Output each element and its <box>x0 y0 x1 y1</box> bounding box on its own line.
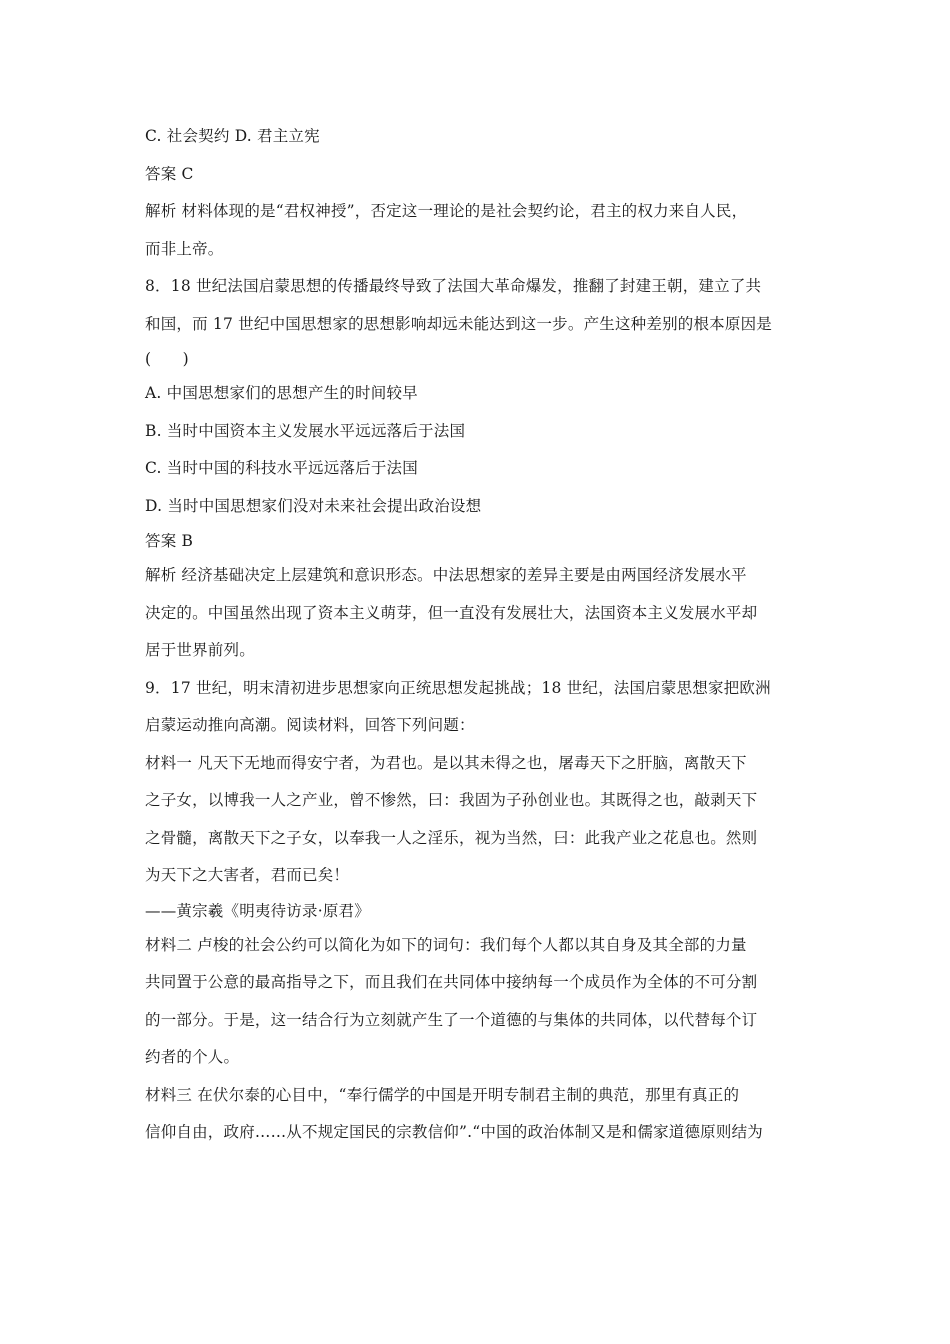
material-2-line-4: 约者的个人。 <box>145 1048 240 1066</box>
material-3-line-1: 材料三 在伏尔泰的心目中，“奉行儒学的中国是开明专制君主制的典范，那里有真正的 <box>145 1085 740 1104</box>
material-2-line-3: 的一部分。于是，这一结合行为立刻就产生了一个道德的与集体的共同体，以代替每个订 <box>145 1010 758 1029</box>
question-8-line-1: 8．18 世纪法国启蒙思想的传播最终导致了法国大革命爆发，推翻了封建王朝，建立了共 <box>145 277 762 295</box>
material-1-line-1: 材料一 凡天下无地而得安宁者，为君也。是以其未得之也，屠毒天下之肝脑，离散天下 <box>145 753 747 772</box>
material-2-line-1: 材料二 卢梭的社会公约可以简化为如下的词句：我们每个人都以其自身及其全部的力量 <box>145 935 747 954</box>
material-3-line-2: 信仰自由，政府……从不规定国民的宗教信仰”.“中国的政治体制又是和儒家道德原则结为 <box>145 1123 763 1141</box>
question-8-line-2: 和国，而 17 世纪中国思想家的思想影响却远未能达到这一步。产生这种差别的根本原因是 <box>145 314 772 333</box>
material-1-line-3: 之骨髓，离散天下之子女，以奉我一人之淫乐，视为当然，曰：此我产业之花息也。然则 <box>145 828 758 847</box>
analysis-8-line-3: 居于世界前列。 <box>145 641 255 659</box>
material-2-line-2: 共同置于公意的最高指导之下，而且我们在共同体中接纳每一个成员作为全体的不可分割 <box>145 973 758 991</box>
option-c: C. 当时中国的科技水平远远落后于法国 <box>145 459 418 477</box>
material-1-line-2: 之子女，以博我一人之产业，曾不惨然，曰：我固为子孙创业也。其既得之也，敲剥天下 <box>145 791 758 809</box>
document-page <box>145 118 815 1152</box>
question-8-bracket: ( ) <box>145 350 189 368</box>
material-1-source: ——黄宗羲《明夷待访录·原君》 <box>145 901 370 920</box>
option-d: D. 当时中国思想家们没对未来社会提出政治设想 <box>145 496 482 515</box>
option-b: B. 当时中国资本主义发展水平远远落后于法国 <box>145 421 466 440</box>
analysis-8-line-2: 决定的。中国虽然出现了资本主义萌芽，但一直没有发展壮大，法国资本主义发展水平却 <box>145 603 758 622</box>
question-9-line-1: 9．17 世纪，明末清初进步思想家向正统思想发起挑战；18 世纪，法国启蒙思想家把欧洲 <box>145 678 771 697</box>
analysis-7-line-1: 解析 材料体现的是“君权神授”，否定这一理论的是社会契约论，君主的权力来自人民， <box>145 202 748 220</box>
answer-8: 答案 B <box>145 532 194 550</box>
option-a: A. 中国思想家们的思想产生的时间较早 <box>145 384 418 402</box>
analysis-7-line-2: 而非上帝。 <box>145 239 224 258</box>
question-9-line-2: 启蒙运动推向高潮。阅读材料，回答下列问题： <box>145 716 475 734</box>
answer-7: 答案 C <box>145 164 194 183</box>
material-1-line-4: 为天下之大害者，君而已矣！ <box>145 866 350 884</box>
analysis-8-line-1: 解析 经济基础决定上层建筑和意识形态。中法思想家的差异主要是由两国经济发展水平 <box>145 566 747 584</box>
option-c-d: C. 社会契约 D. 君主立宪 <box>145 127 320 145</box>
